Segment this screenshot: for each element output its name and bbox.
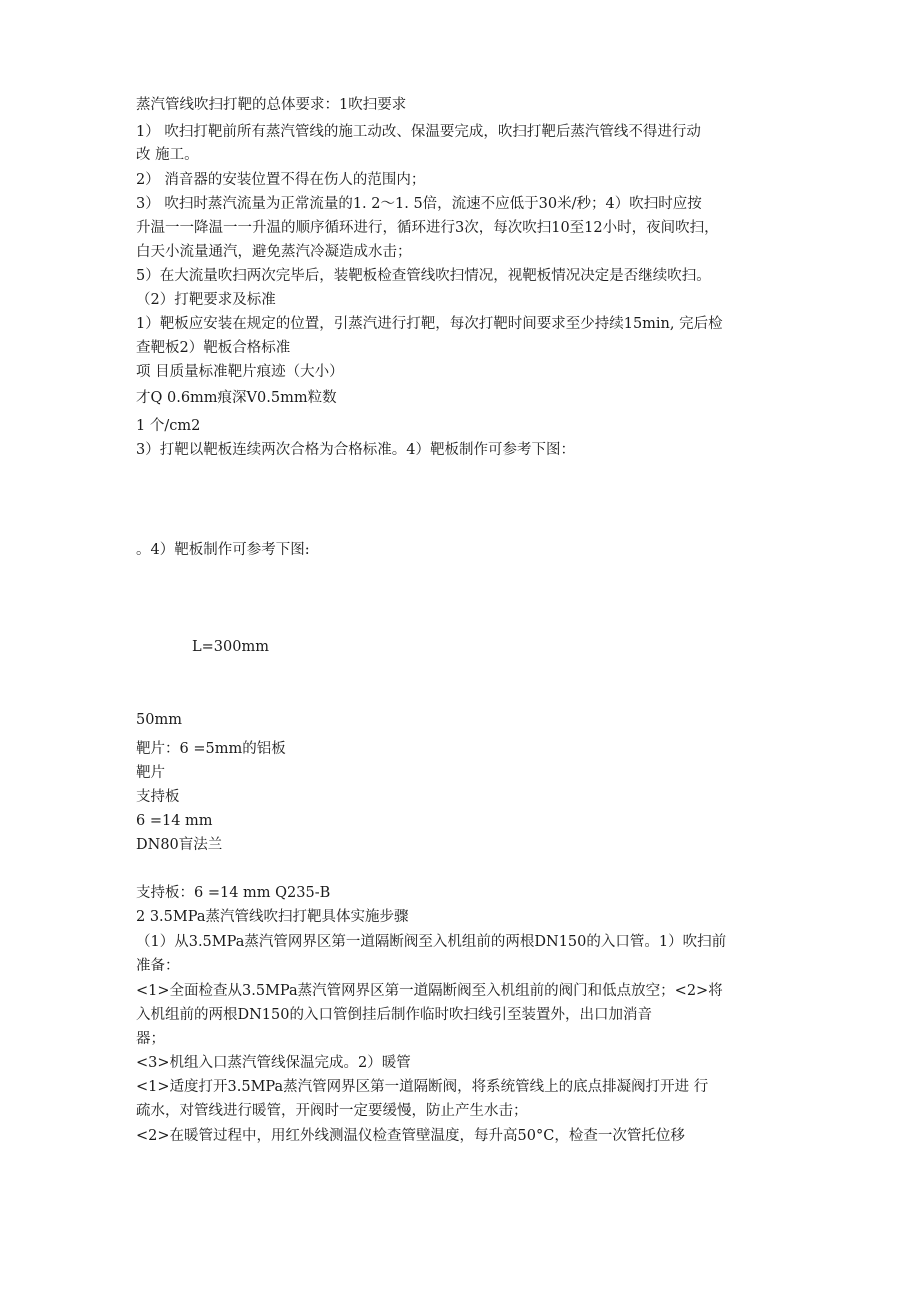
line-table-count: 1 个/cm2: [136, 418, 201, 434]
line-target-1-cont: 查靶板2）靶板合格标准: [136, 340, 291, 356]
line-item-3-cont2: 白天小流量通汽，避免蒸汽冷凝造成水击；: [136, 244, 412, 260]
figure-label-target-plate: 靶片：6 =5mm的铝板: [136, 741, 286, 757]
line-item-1: 1） 吹扫打靶前所有蒸汽管线的施工动改、保温要完成，吹扫打靶后蒸汽管线不得进行动: [136, 124, 701, 140]
figure-label-support: 支持板: [136, 789, 180, 805]
line-section-2-heading: 2 3.5MPa蒸汽管线吹扫打靶具体实施步骤: [136, 909, 409, 925]
line-support-plate-spec: 支持板：6 =14 mm Q235-B: [136, 885, 331, 901]
line-table-row: 才Q 0.6mm痕深V0.5mm粒数: [136, 390, 337, 406]
line-prep-2-cont: 器；: [136, 1031, 165, 1047]
figure-label-target: 靶片: [136, 765, 165, 781]
figure-label-length: L=300mm: [192, 639, 269, 655]
figure-label-width: 50mm: [136, 712, 182, 728]
line-step-1-cont: 准备：: [136, 958, 180, 974]
line-figure-reference: 。4）靶板制作可参考下图:: [136, 542, 310, 558]
line-prep-2: 入机组前的两根DN150的入口管倒挂后制作临时吹扫线引至装置外，出口加消音: [136, 1007, 652, 1023]
line-step-1: （1）从3.5MPa蒸汽管网界区第一道隔断阀至入机组前的两根DN150的入口管。1）吹扫前: [136, 934, 727, 950]
line-target-heading: （2）打靶要求及标准: [136, 292, 276, 308]
line-target-1: 1）靶板应安装在规定的位置，引蒸汽进行打靶，每次打靶时间要求至少持续15min, 完后检: [136, 316, 723, 332]
line-target-3: 3）打靶以靶板连续两次合格为合格标准。4）靶板制作可参考下图：: [136, 442, 575, 458]
line-item-2: 2） 消音器的安装位置不得在伤人的范围内；: [136, 172, 426, 188]
line-overall-requirements: 蒸汽管线吹扫打靶的总体要求：1吹扫要求: [136, 97, 407, 113]
line-prep-3: <3>机组入口蒸汽管线保温完成。2）暖管: [136, 1055, 411, 1071]
line-item-5: 5）在大流量吹扫两次完毕后，装靶板检查管线吹扫情况，视靶板情况决定是否继续吹扫。: [136, 268, 711, 284]
figure-label-flange: DN80盲法兰: [136, 837, 223, 853]
figure-label-thickness: 6 =14 mm: [136, 813, 213, 829]
line-warmup-1: <1>适度打开3.5MPa蒸汽管网界区第一道隔断阀，将系统管线上的底点排凝阀打开进 行: [136, 1079, 709, 1095]
line-item-3: 3） 吹扫时蒸汽流量为正常流量的1. 2〜1. 5倍，流速不应低于30米/秒；4）吹扫时应按: [136, 196, 702, 212]
line-warmup-1-cont: 疏水，对管线进行暖管，开阀时一定要缓慢，防止产生水击；: [136, 1103, 528, 1119]
line-warmup-2: <2>在暖管过程中，用红外线测温仪检查管壁温度，每升高50°C，检查一次管托位移: [136, 1128, 685, 1144]
line-item-3-cont: 升温一一降温一一升温的顺序循环进行，循环进行3次，每次吹扫10至12小时，夜间吹扫，: [136, 220, 719, 236]
line-table-header: 项 目质量标准靶片痕迹（大小）: [136, 364, 344, 380]
line-item-1-cont: 改 施工。: [136, 147, 199, 163]
line-prep-1: <1>全面检查从3.5MPa蒸汽管网界区第一道隔断阀至入机组前的阀门和低点放空；<2>将: [136, 983, 723, 999]
